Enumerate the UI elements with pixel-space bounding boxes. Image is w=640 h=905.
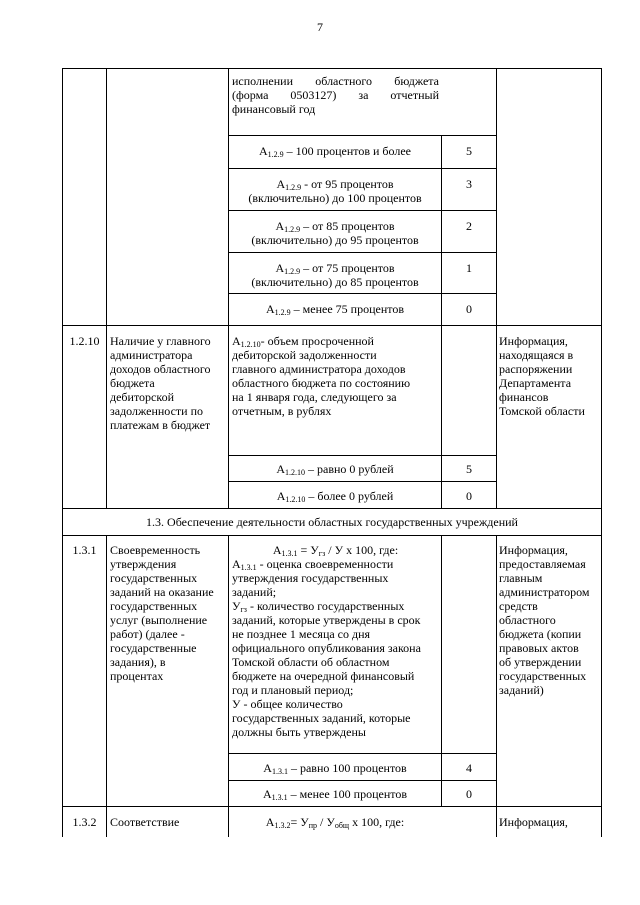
info-source: Информация, находящаяся в распоряжении Департамента финансов Томской области [499, 334, 585, 418]
score: 5 [466, 462, 472, 476]
score: 3 [466, 177, 472, 191]
info-source: Информация, предоставляемая главным администратором средств областного бюджета (копии правовых актов об утверждении государственных заданий) [499, 543, 590, 697]
row-number: 1.3.2 [72, 815, 97, 829]
grade-1-3-1-a: $А_{1.3.1}$ – равно 100 процентов [263, 761, 407, 776]
indicator-formula: $А_{1.3.2}= У_{пр} / У_{общ}$ х 100, где: [265, 815, 405, 830]
indicator-name: Наличие у главного администратора доходов областного бюджета дебиторской задолженности по платежам в бюджет [110, 334, 211, 432]
indicator-formula: $А_{1.3.1} = У_{гз} / У$ х 100, где: $А_{1.3.1}$ - оценка своевременности утверждения государственных заданий; $У_{гз}$ - количество государственных заданий, которые утверждены в срок не позднее 1 месяца со дня официального опубликования закона Томской области об областном бюджете на очередной финансовый год и плановый период; У - общее количество государственных заданий, которые должны быть утверждены [232, 543, 421, 739]
grade-1-2-9-a: $А_{1.2.9} - 100$ процентов и более [258, 144, 412, 159]
indicator-name: Соответствие [110, 815, 180, 829]
indicator-1-2-9-continuation [232, 74, 439, 116]
page-number: 7 [317, 20, 323, 34]
score: 1 [466, 261, 472, 275]
grade-1-2-9-b: $А_{1.2.9}$ - от 95 процентов (включительно) до 100 процентов [248, 177, 422, 205]
text-line: (форма 0503127) за отчетный [232, 88, 439, 102]
score: 0 [466, 787, 472, 801]
text-line: финансовый год [232, 102, 316, 116]
row-number: 1.2.10 [69, 334, 100, 348]
indicator-name: Своевременность утверждения государственных заданий на оказание государственных услуг (выполнение работ) (далее - государственные задания), в процентах [110, 543, 214, 683]
grade-1-2-9-d: $А_{1.2.9}$ – от 75 процентов (включительно) до 85 процентов [251, 261, 419, 289]
score: 2 [466, 219, 472, 233]
indicator-formula: $А_{1.2.10}-$ объем просроченной дебиторской задолженности главного администратора доходов областного бюджета по состоянию на 1 января года, следующего за отчетным, в рублях [232, 334, 411, 418]
score: 0 [466, 302, 472, 316]
score: 0 [466, 489, 472, 503]
grade-1-2-10-a: $А_{1.2.10}$ – равно 0 рублей [276, 462, 394, 477]
text-line: исполнении областного бюджета [232, 74, 439, 88]
score: 4 [466, 761, 472, 775]
grade-1-2-10-b: $А_{1.2.10}$ – более 0 рублей [276, 489, 394, 504]
info-source: Информация, [499, 815, 568, 829]
grade-1-3-1-b: $А_{1.3.1}$ – менее 100 процентов [262, 787, 407, 802]
grade-1-2-9-e: $А_{1.2.9}$ – менее 75 процентов [265, 302, 404, 317]
score: 5 [466, 144, 472, 158]
grade-1-2-9-c: $А_{1.2.9}$ – от 85 процентов (включительно) до 95 процентов [251, 219, 419, 247]
row-number: 1.3.1 [72, 543, 97, 557]
section-title: 1.3. Обеспечение деятельности областных государственных учреждений [146, 515, 518, 529]
